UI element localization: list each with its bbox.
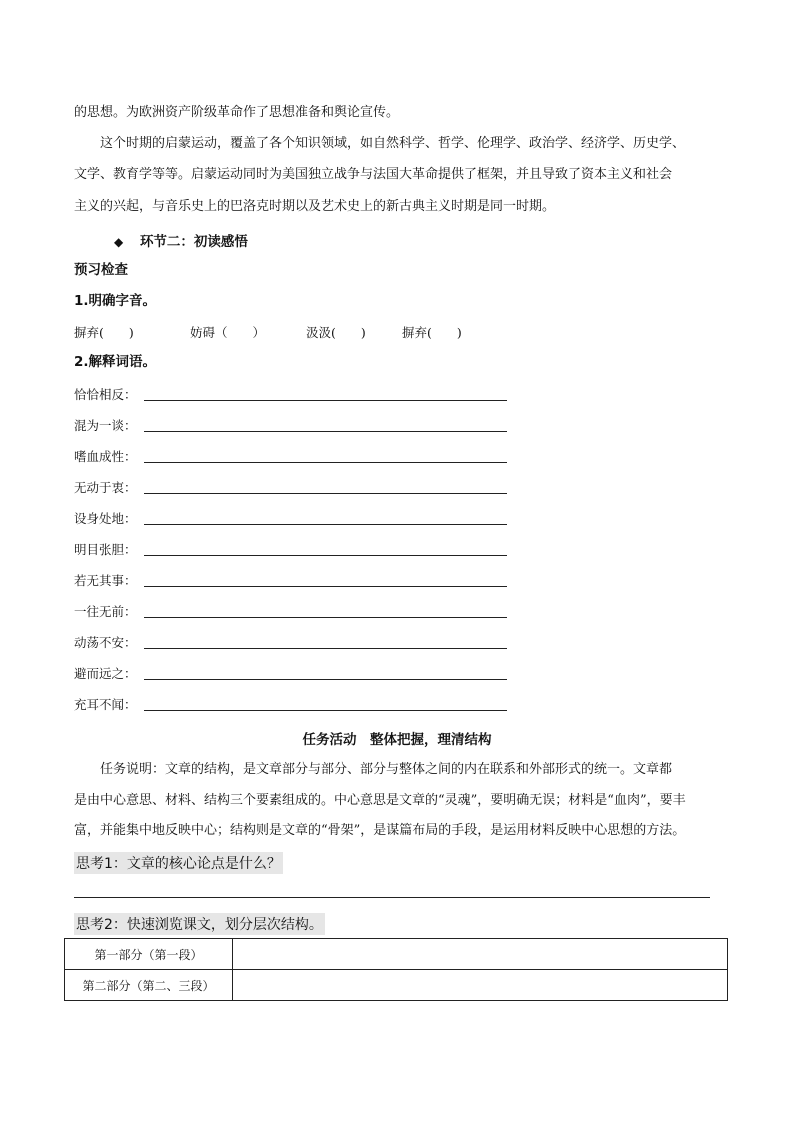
task-description-line-1: 任务说明：文章的结构，是文章部分与部分、部分与整体之间的内在联系和外部形式的统一。文章都	[100, 762, 673, 777]
term-row	[74, 447, 142, 465]
term-label: 明目张胆：	[74, 542, 137, 557]
answer-blank[interactable]	[144, 462, 507, 463]
term-row	[74, 416, 142, 434]
term-row	[74, 664, 142, 682]
section-heading	[114, 230, 248, 250]
pinyin-item: 摒弃( )	[401, 325, 462, 340]
term-label: 无动于衷：	[74, 480, 137, 495]
preview-heading: 预习检查	[74, 262, 128, 278]
term-row	[74, 509, 142, 527]
answer-blank[interactable]	[144, 586, 507, 587]
question-2-title: 2.解释词语。	[74, 354, 157, 370]
question-1-title: 1.明确字音。	[74, 293, 157, 309]
table-row	[65, 970, 728, 1001]
table-cell-content[interactable]	[233, 970, 728, 1001]
pinyin-item: 妨碍（ ）	[189, 325, 265, 340]
term-label: 若无其事：	[74, 573, 137, 588]
term-label: 充耳不闻：	[74, 697, 137, 712]
term-row	[74, 602, 142, 620]
table-cell-part: 第二部分（第二、三段）	[65, 970, 233, 1001]
task-description-line-2: 是由中心意思、材料、结构三个要素组成的。中心意思是文章的“灵魂”，要明确无误；材料是“血肉”，要丰	[74, 793, 686, 808]
table-cell-content[interactable]	[233, 939, 728, 970]
structure-table	[64, 938, 728, 1001]
term-label: 恰恰相反：	[74, 387, 137, 402]
intro-line-3: 文学、教育学等等。启蒙运动同时为美国独立战争与法国大革命提供了框架，并且导致了资本主义和社会	[74, 167, 673, 182]
pinyin-items	[74, 323, 462, 341]
table-cell-part: 第一部分（第一段）	[65, 939, 233, 970]
term-label: 动荡不安：	[74, 635, 137, 650]
term-label: 避而远之：	[74, 666, 137, 681]
term-label: 设身处地：	[74, 511, 137, 526]
answer-blank[interactable]	[144, 493, 507, 494]
task-title: 任务活动 整体把握，理清结构	[302, 732, 492, 748]
term-row	[74, 633, 142, 651]
answer-blank[interactable]	[144, 431, 507, 432]
term-label: 嗜血成性：	[74, 449, 137, 464]
answer-blank[interactable]	[144, 555, 507, 556]
answer-blank[interactable]	[144, 648, 507, 649]
term-row	[74, 385, 142, 403]
answer-blank[interactable]	[74, 897, 710, 898]
think-question-2: 思考2：快速浏览课文，划分层次结构。	[74, 913, 325, 935]
section-title: 环节二：初读感悟	[139, 234, 248, 250]
task-description-line-3: 富，并能集中地反映中心；结构则是文章的“骨架”，是谋篇布局的手段，是运用材料反映中心思想的方法。	[74, 823, 686, 838]
term-row	[74, 695, 142, 713]
pinyin-item: 汲汲( )	[305, 325, 366, 340]
intro-line-2: 这个时期的启蒙运动，覆盖了各个知识领域，如自然科学、哲学、伦理学、政治学、经济学、历史学、	[100, 136, 686, 151]
term-row	[74, 540, 142, 558]
term-row	[74, 571, 142, 589]
term-label: 混为一谈：	[74, 418, 137, 433]
answer-blank[interactable]	[144, 400, 507, 401]
answer-blank[interactable]	[144, 524, 507, 525]
term-row	[74, 478, 142, 496]
table-row	[65, 939, 728, 970]
intro-line-4: 主义的兴起，与音乐史上的巴洛克时期以及艺术史上的新古典主义时期是同一时期。	[74, 199, 556, 214]
answer-blank[interactable]	[144, 617, 507, 618]
answer-blank[interactable]	[144, 710, 507, 711]
pinyin-item: 摒弃( )	[74, 325, 134, 340]
answer-blank[interactable]	[144, 679, 507, 680]
think-question-1: 思考1：文章的核心论点是什么？	[74, 852, 283, 874]
diamond-bullet-icon: ◆	[114, 235, 124, 249]
term-label: 一往无前：	[74, 604, 137, 619]
intro-line-1: 的思想。为欧洲资产阶级革命作了思想准备和舆论宣传。	[74, 105, 400, 120]
